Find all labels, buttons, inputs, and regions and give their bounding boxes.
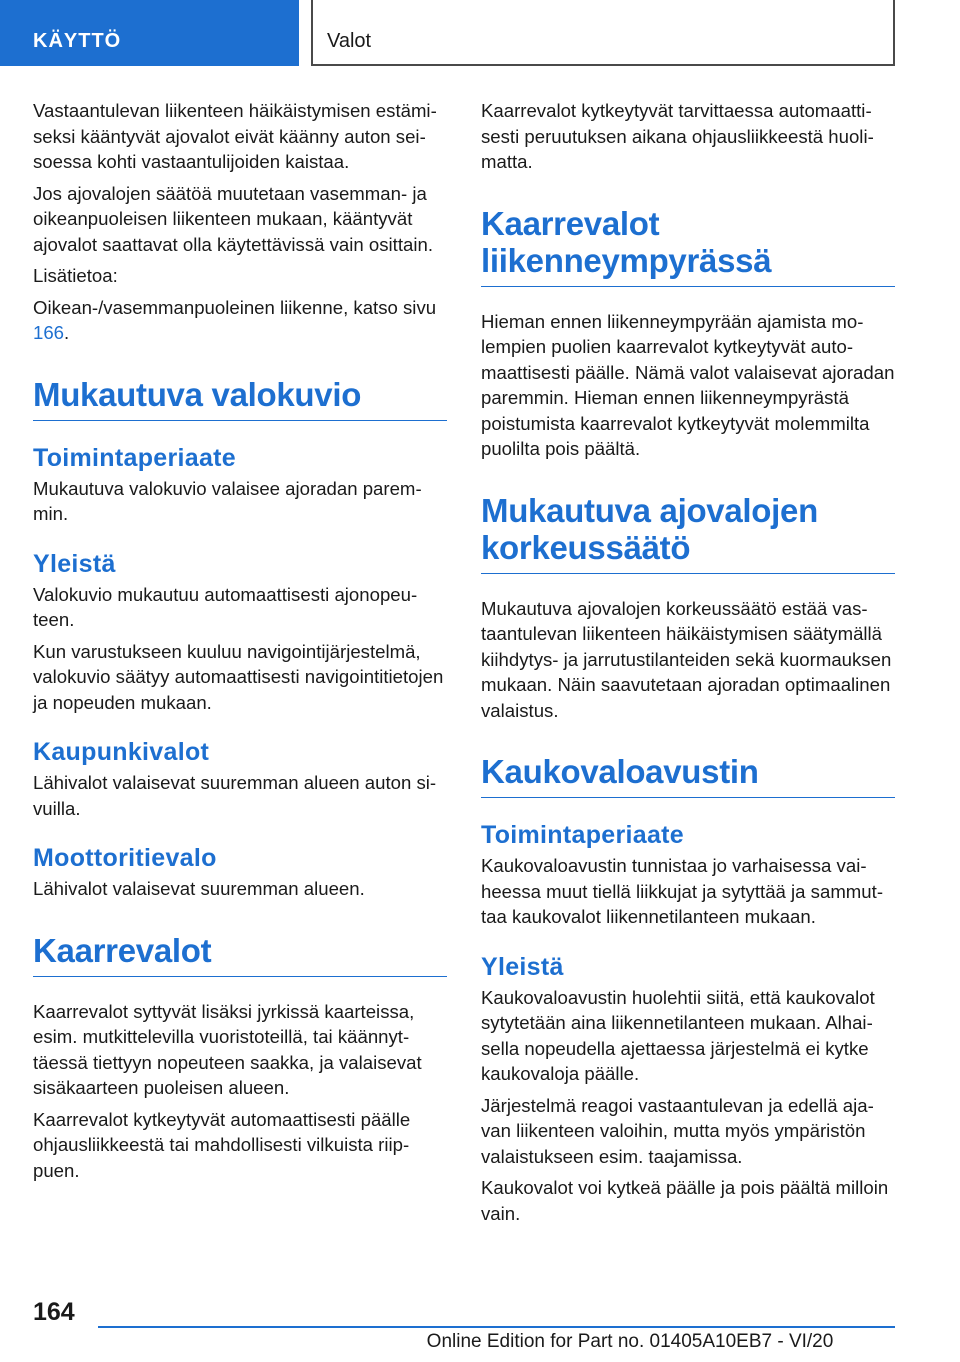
heading-adaptive-light: Mukautuva valokuvio — [33, 376, 447, 421]
edition-note: Online Edition for Part no. 01405A10EB7 - VI/20 — [426, 1331, 834, 1352]
paragraph: Mukautuva ajovalojen korkeussäätö estää vastaantulevan liikenteen häikäistymisen säätymällä kiihdytys- ja jarrutustilanteiden sekä kuormauksen mukaan. Näin saavutetaan ajoradan optimaalinen valaistus. — [481, 597, 892, 721]
paragraph: Kaarrevalot syttyvät lisäksi jyrkissä kaarteissa, esim. mutkittelevilla vuoristoteillä, tai käännyttäessä tiettyyn nopeuteen saakka, ja valaisevat sisäkaarteen puoleisen alueen. — [33, 1000, 422, 1098]
reference-text: Oikean-/vasemmanpuoleinen liikenne, katso sivu — [33, 296, 437, 318]
page-link[interactable]: 166 — [33, 322, 65, 343]
heading-roundabout: Kaarrevalot liikenneympyrässä — [481, 205, 895, 287]
footer-divider — [98, 1326, 895, 1328]
paragraph: Mukautuva valokuvio valaisee ajoradan paremmin. — [33, 477, 422, 524]
paragraph: Kun varustukseen kuuluu navigointijärjestelmä, valokuvio säätyy automaattisesti navigointitietojen ja nopeuden mukaan. — [33, 640, 444, 713]
subheading-principle: Toimintaperiaate — [481, 821, 684, 849]
reference-end: . — [64, 322, 70, 343]
heading-cornering-light: Kaarrevalot — [33, 932, 447, 977]
heading-high-beam-assistant: Kaukovaloavustin — [481, 753, 895, 798]
page-number: 164 — [33, 1298, 75, 1326]
paragraph: Kaarrevalot kytkeytyvät tarvittaessa automaattisesti peruutuksen aikana ohjausliikkeestä huolimatta. — [481, 100, 874, 172]
chapter-title: Valot — [311, 0, 895, 66]
heading-headlight-leveling: Mukautuva ajovalojen korkeussäätö — [481, 492, 895, 574]
subheading-general: Yleistä — [33, 549, 116, 578]
paragraph: Kaukovaloavustin huolehtii siitä, että kaukovalot sytytetään aina liikennetilanteen mukaan. Alhaisella nopeudella ajettaessa järjestelmä ei kytke kaukovaloja päälle. — [481, 986, 875, 1084]
subheading-motorway-light: Moottoritievalo — [33, 844, 217, 872]
left-column — [33, 98, 447, 1189]
paragraph: Valokuvio mukautuu automaattisesti ajonopeuteen. — [33, 583, 418, 630]
paragraph: Lähivalot valaisevat suuremman alueen auton sivuilla. — [33, 772, 437, 819]
subheading-general: Yleistä — [481, 952, 564, 981]
paragraph: Lähivalot valaisevat suuremman alueen. — [33, 878, 365, 899]
subheading-principle: Toimintaperiaate — [33, 443, 236, 472]
paragraph: Kaukovaloavustin tunnistaa jo varhaisessa vaiheessa muut tiellä liikkujat ja sytyttää ja sammuttaa kaukovalot liikennetilanteen mukaan. — [481, 855, 884, 927]
right-column — [481, 98, 895, 1232]
cross-reference — [33, 295, 447, 346]
section-tab: KÄYTTÖ — [0, 0, 299, 66]
paragraph: Hieman ennen liikenneympyrään ajamista molempien puolien kaarrevalot kytkeytyvät automaattisesti päälle. Nämä valot valaisevat ajoradan paremmin. Hieman ennen liikenneympyrästä poistumista kaarrevalot kytkeytyvät molemmilta puolilta pois päältä. — [481, 310, 895, 459]
paragraph: Järjestelmä reagoi vastaantulevan ja edellä ajavan liikenteen valoihin, mutta myös ympäristön valaistukseen esim. taajamissa. — [481, 1094, 874, 1167]
page-header — [0, 0, 960, 66]
paragraph: Kaarrevalot kytkeytyvät automaattisesti päälle ohjausliikkeestä tai mahdollisesti vilkuista riippuen. — [33, 1108, 411, 1181]
paragraph: Lisätietoa: — [33, 265, 118, 286]
paragraph: Kaukovalot voi kytkeä päälle ja pois päältä milloin vain. — [481, 1177, 889, 1224]
paragraph: Vastaantulevan liikenteen häikäistymisen estämiseksi kääntyvät ajovalot eivät käänny auton seisoessa kohti vastaantulijoiden kaistaa. — [33, 100, 437, 172]
subheading-city-light: Kaupunkivalot — [33, 738, 210, 766]
paragraph: Jos ajovalojen säätöä muutetaan vasemman- ja oikeanpuoleisen liikenteen mukaan, kääntyvät ajovalot saattavat olla käytettävissä vain osittain. — [33, 182, 433, 255]
